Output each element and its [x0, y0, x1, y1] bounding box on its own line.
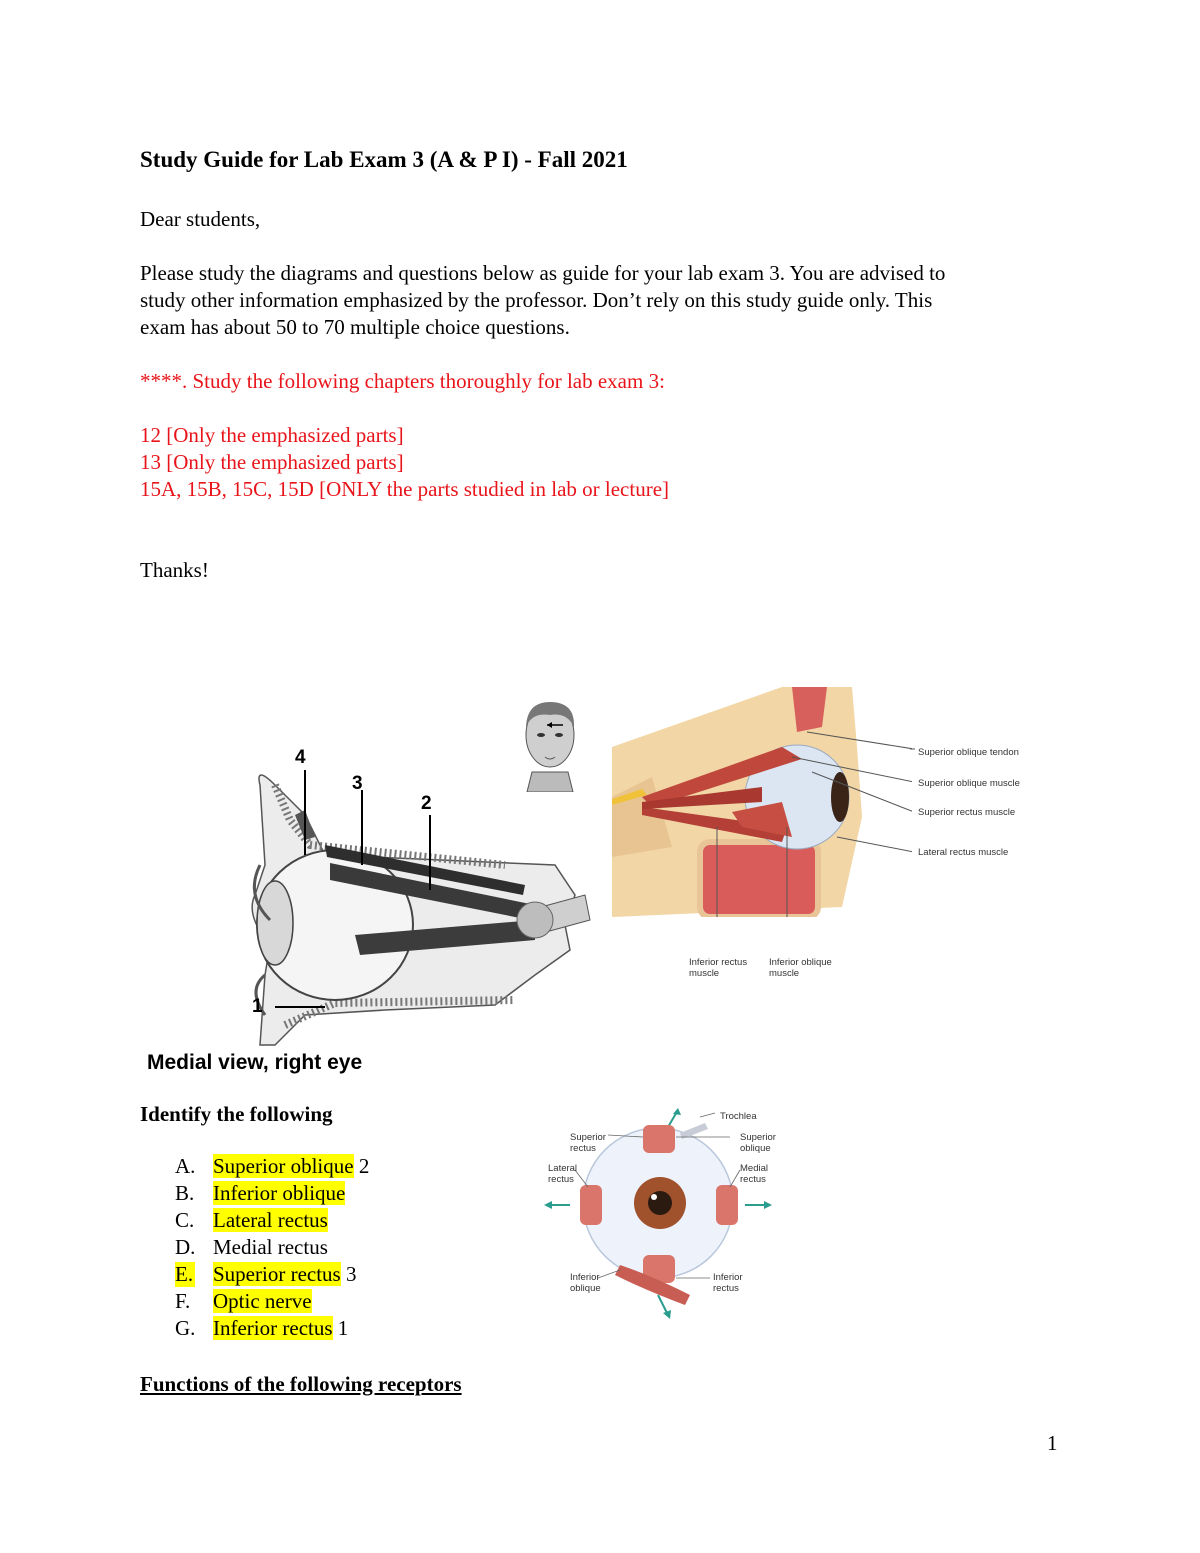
leader-lines: [610, 740, 920, 975]
list-item: B. Inferior oblique: [175, 1181, 346, 1205]
head-orientation-icon: [517, 697, 583, 792]
figure-number-2: 2: [421, 793, 432, 814]
item-name: Inferior oblique: [213, 1181, 346, 1205]
item-name: Inferior rectus: [213, 1316, 333, 1340]
label-inferior-oblique-muscle: Inferior oblique muscle: [769, 957, 832, 979]
page-title: Study Guide for Lab Exam 3 (A & P I) - Fall 2021: [140, 147, 628, 172]
label-lateral-rectus: Lateral rectus: [548, 1163, 578, 1185]
intro-line-1: Please study the diagrams and questions below as guide for your lab exam 3. You are advised to: [140, 261, 946, 285]
item-name: Optic nerve: [213, 1289, 312, 1313]
list-item: G. Inferior rectus 1: [175, 1316, 349, 1340]
chapter-item: 15A, 15B, 15C, 15D [ONLY the parts studied in lab or lecture]: [140, 477, 670, 501]
label-inferior-oblique: Inferior oblique: [570, 1272, 601, 1294]
item-name: Superior rectus: [213, 1262, 341, 1286]
label-lateral-rectus-muscle: Lateral rectus muscle: [918, 847, 1009, 858]
figure-number-1: 1: [252, 996, 263, 1017]
chapter-item: 13 [Only the emphasized parts]: [140, 450, 404, 474]
chapter-item: 12 [Only the emphasized parts]: [140, 423, 404, 447]
figure-number-3: 3: [352, 773, 363, 794]
list-item: F. Optic nerve: [175, 1289, 312, 1313]
intro-line-3: exam has about 50 to 70 multiple choice questions.: [140, 315, 570, 339]
label-superior-oblique-tendon: Superior oblique tendon: [918, 747, 1019, 758]
label-medial-rectus: Medial rectus: [740, 1163, 768, 1185]
thanks-text: Thanks!: [140, 558, 209, 582]
page-number: 1: [1047, 1431, 1058, 1455]
label-inferior-rectus-muscle: Inferior rectus muscle: [689, 957, 748, 979]
list-item: A. Superior oblique 2: [175, 1154, 370, 1178]
label-inferior-rectus: Inferior rectus: [713, 1272, 743, 1294]
label-superior-rectus-muscle: Superior rectus muscle: [918, 807, 1016, 818]
greeting: Dear students,: [140, 207, 261, 231]
label-superior-oblique-muscle: Superior oblique muscle: [918, 778, 1020, 789]
label-trochlea: Trochlea: [720, 1111, 757, 1122]
label-superior-rectus: Superior rectus: [570, 1132, 606, 1154]
intro-line-2: study other information emphasized by the professor. Don’t rely on this study guide only. This: [140, 288, 933, 312]
chapters-heading: ****. Study the following chapters thoroughly for lab exam 3:: [140, 369, 665, 393]
list-item: E. Superior rectus 3: [175, 1262, 357, 1286]
identify-heading: Identify the following: [140, 1102, 333, 1126]
item-name: Superior oblique: [213, 1154, 354, 1178]
figure-number-4: 4: [295, 747, 306, 768]
list-item: D. Medial rectus: [175, 1235, 328, 1259]
functions-heading: Functions of the following receptors: [140, 1372, 462, 1396]
figure-caption: Medial view, right eye: [147, 1051, 363, 1074]
item-name: Medial rectus: [213, 1235, 328, 1259]
label-superior-oblique: Superior oblique: [740, 1132, 776, 1154]
item-name: Lateral rectus: [213, 1208, 328, 1232]
list-item: C. Lateral rectus: [175, 1208, 328, 1232]
